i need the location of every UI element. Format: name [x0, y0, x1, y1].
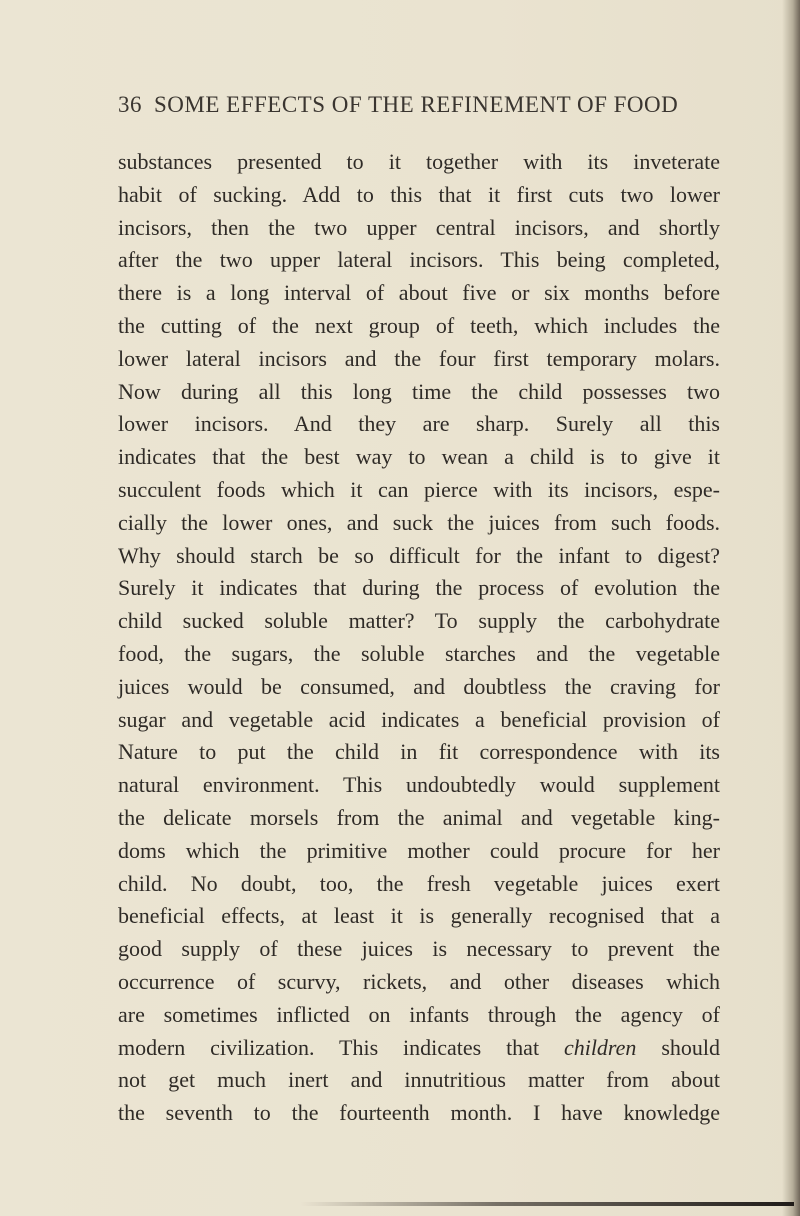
text-line: Nature to put the child in fit correspondence with its — [118, 739, 720, 765]
text-line: substances presented to it together with its inveterate — [118, 149, 720, 174]
text-line: lower lateral incisors and the four first temporary molars. — [118, 345, 720, 371]
text-line: natural environment. This undoubtedly would supplement — [118, 772, 720, 798]
text-line: Now during all this long time the child possesses two — [118, 378, 720, 404]
body-paragraph — [118, 146, 720, 1130]
text-line: are sometimes inflicted on infants through the agency of — [118, 1001, 720, 1027]
text-line: lower incisors. And they are sharp. Surely all this — [118, 411, 720, 437]
text-line — [118, 1032, 720, 1065]
text-line: incisors, then the two upper central incisors, and shortly — [118, 214, 720, 240]
page-edge-shadow — [782, 0, 800, 1216]
text-line: doms which the primitive mother could procure for her — [118, 837, 720, 863]
text-line: cially the lower ones, and suck the juices from such foods. — [118, 509, 720, 535]
text-line: beneficial effects, at least it is generally recognised that a — [118, 903, 720, 929]
text-line: child. No doubt, too, the fresh vegetable juices exert — [118, 870, 720, 896]
italic-word: children — [563, 1034, 637, 1060]
text-line: good supply of these juices is necessary to prevent the — [118, 936, 720, 962]
text-fragment: should — [661, 1034, 720, 1060]
text-line: after the two upper lateral incisors. This being completed, — [118, 247, 720, 273]
text-line: Surely it indicates that during the process of evolution the — [118, 575, 720, 601]
text-line: the delicate morsels from the animal and vegetable king- — [118, 804, 720, 830]
running-header — [118, 92, 678, 118]
running-title: SOME EFFECTS OF THE REFINEMENT OF FOOD — [154, 92, 679, 117]
text-line: child sucked soluble matter? To supply the carbohydrate — [118, 608, 720, 634]
text-line: habit of sucking. Add to this that it first cuts two lower — [118, 181, 720, 207]
text-line: succulent foods which it can pierce with its incisors, espe- — [118, 476, 720, 502]
text-line: occurrence of scurvy, rickets, and other diseases which — [118, 968, 720, 994]
text-line: sugar and vegetable acid indicates a beneficial provision of — [118, 706, 720, 732]
page-number: 36 — [118, 92, 142, 117]
text-line: there is a long interval of about five or six months before — [118, 280, 720, 306]
text-line: Why should starch be so difficult for the infant to digest? — [118, 542, 720, 568]
text-line: food, the sugars, the soluble starches and the vegetable — [118, 640, 720, 666]
text-line: the cutting of the next group of teeth, which includes the — [118, 312, 720, 338]
text-line: not get much inert and innutritious matter from about — [118, 1067, 720, 1093]
text-line: indicates that the best way to wean a child is to give it — [118, 444, 720, 470]
page-bottom-edge — [300, 1202, 794, 1206]
text-line: juices would be consumed, and doubtless the craving for — [118, 673, 720, 699]
text-line: the seventh to the fourteenth month. I have knowledge — [118, 1100, 720, 1126]
text-fragment: modern civilization. This indicates that — [118, 1034, 540, 1060]
